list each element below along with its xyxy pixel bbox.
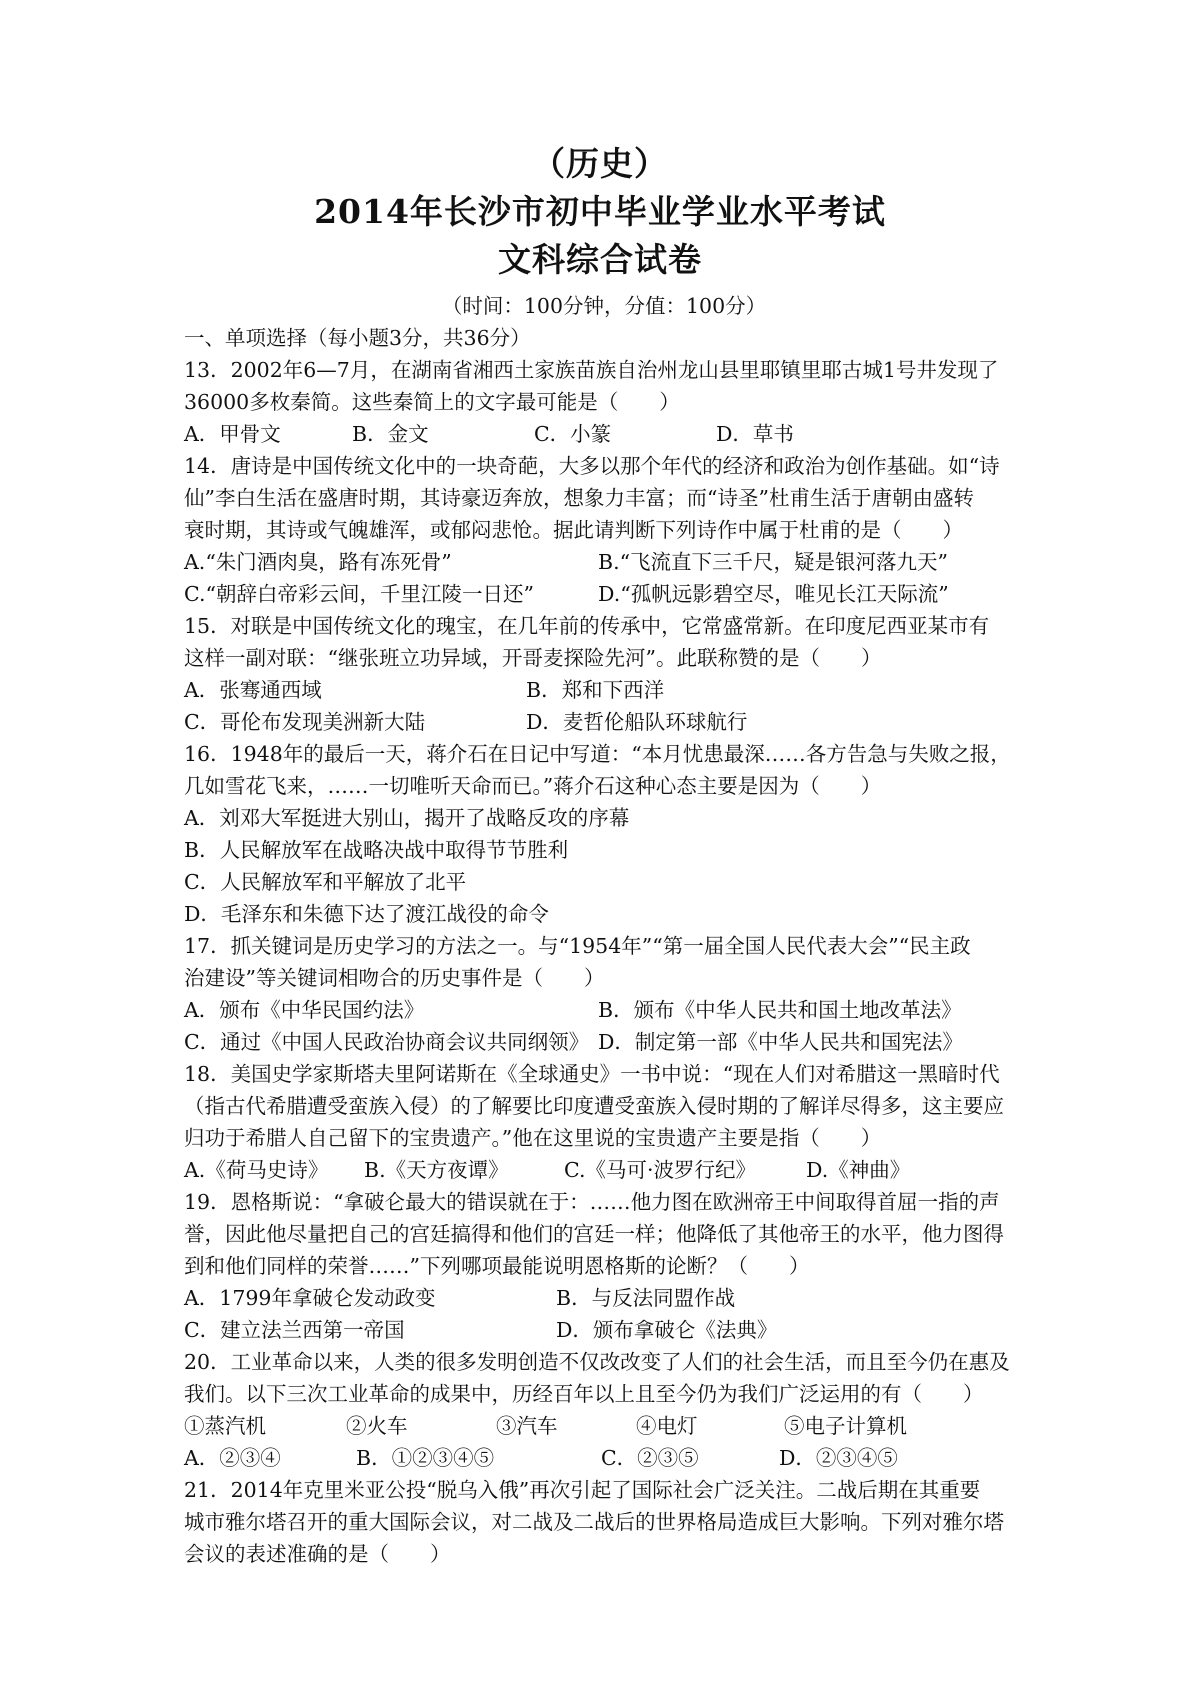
q17-stem-line-1: 17．抓关键词是历史学习的方法之一。与“1954年”“第一届全国人民代表大会”“民主政 [184, 934, 971, 958]
q19-options-row-2 [184, 1314, 1044, 1346]
q18-stem-line-3: 归功于希腊人自己留下的宝贵遗产。”他在这里说的宝贵遗产主要是指（ ） [184, 1126, 882, 1150]
exam-title: 2014年长沙市初中毕业学业水平考试 [314, 192, 886, 231]
q14-options-row-2 [184, 578, 1044, 610]
q14-stem-line-1: 14．唐诗是中国传统文化中的一块奇葩，大多以那个年代的经济和政治为创作基础。如“诗 [184, 454, 1000, 478]
q13-option-d: D．草书 [716, 422, 794, 446]
q15-option-a: A．张骞通西域 [184, 678, 322, 702]
q20-item-1: ①蒸汽机 [184, 1414, 266, 1438]
q15-option-b: B．郑和下西洋 [526, 678, 665, 702]
q21-stem-line-3: 会议的表述准确的是（ ） [184, 1542, 451, 1566]
q20-option-b: B．①②③④⑤ [356, 1446, 495, 1470]
q17-option-b: B．颁布《中华人民共和国土地改革法》 [598, 998, 962, 1022]
q13-option-b: B．金文 [352, 422, 429, 446]
q16-stem-line-1: 16．1948年的最后一天，蒋介石在日记中写道：“本月忧患最深……各方告急与失败之报， [184, 742, 1011, 766]
q13-option-a: A．甲骨文 [184, 422, 281, 446]
q18-stem-line-2: （指古代希腊遭受蛮族入侵）的了解要比印度遭受蛮族入侵时期的了解详尽得多，这主要应 [184, 1094, 1004, 1118]
q14-stem-line-2: 仙”李白生活在盛唐时期，其诗豪迈奔放，想象力丰富；而“诗圣”杜甫生活于唐朝由盛转 [184, 486, 974, 510]
q18-options [184, 1154, 1044, 1186]
q13-stem-line-2: 36000多枚秦简。这些秦简上的文字最可能是（ ） [184, 390, 680, 414]
q20-option-d: D．②③④⑤ [779, 1446, 898, 1470]
q15-options-row-1 [184, 674, 1044, 706]
q20-options [184, 1442, 1044, 1474]
q19-options-row-1 [184, 1282, 1044, 1314]
q19-stem-line-1: 19．恩格斯说：“拿破仑最大的错误就在于：……他力图在欧洲帝王中间取得首屈一指的声 [184, 1190, 1000, 1214]
q18-option-b: B.《天方夜谭》 [364, 1158, 509, 1182]
title-block [0, 140, 1200, 284]
section-heading: 一、单项选择（每小题3分，共36分） [184, 326, 531, 350]
q17-options-row-2 [184, 1026, 1044, 1058]
q14-stem-line-3: 衰时期，其诗或气魄雄浑，或郁闷悲怆。据此请判断下列诗作中属于杜甫的是（ ） [184, 518, 963, 542]
q16-stem-line-2: 几如雪花飞来，……一切唯听天命而已。”蒋介石这种心态主要是因为（ ） [184, 774, 882, 798]
q16-option-b: B．人民解放军在战略决战中取得节节胜利 [184, 838, 569, 862]
q13-option-c: C．小篆 [534, 422, 612, 446]
q13-options [184, 418, 1044, 450]
q19-option-d: D．颁布拿破仑《法典》 [556, 1318, 778, 1342]
q17-option-d: D．制定第一部《中华人民共和国宪法》 [598, 1030, 963, 1054]
exam-subtitle: 文科综合试卷 [498, 240, 702, 279]
q19-option-a: A．1799年拿破仑发动政变 [184, 1286, 436, 1310]
q18-option-d: D.《神曲》 [806, 1158, 911, 1182]
q17-option-a: A．颁布《中华民国约法》 [184, 998, 425, 1022]
q18-stem-line-1: 18．美国史学家斯塔夫里阿诺斯在《全球通史》一书中说：“现在人们对希腊这一黑暗时代 [184, 1062, 1000, 1086]
q16-option-a: A．刘邓大军挺进大别山，揭开了战略反攻的序幕 [184, 806, 630, 830]
q15-option-c: C．哥伦布发现美洲新大陆 [184, 710, 426, 734]
q16-option-d: D．毛泽东和朱德下达了渡江战役的命令 [184, 902, 549, 926]
q18-option-a: A.《荷马史诗》 [184, 1158, 329, 1182]
q17-option-c: C．通过《中国人民政治协商会议共同纲领》 [184, 1030, 590, 1054]
q14-option-a: A.“朱门酒肉臭，路有冻死骨” [184, 550, 452, 574]
q17-stem-line-2: 治建设”等关键词相吻合的历史事件是（ ） [184, 966, 605, 990]
exam-info: （时间：100分钟，分值：100分） [441, 294, 767, 318]
q20-items [184, 1410, 1044, 1442]
q14-option-c: C.“朝辞白帝彩云间，千里江陵一日还” [184, 582, 534, 606]
q13-stem-line-1: 13．2002年6—7月，在湖南省湘西土家族苗族自治州龙山县里耶镇里耶古城1号井发现了 [184, 358, 999, 382]
q19-option-c: C．建立法兰西第一帝国 [184, 1318, 405, 1342]
q20-stem-line-1: 20．工业革命以来，人类的很多发明创造不仅改改变了人们的社会生活，而且至今仍在惠及 [184, 1350, 1010, 1374]
q17-options-row-1 [184, 994, 1044, 1026]
q18-option-c: C.《马可·波罗行纪》 [564, 1158, 756, 1182]
q21-stem-line-1: 21．2014年克里米亚公投“脱乌入俄”再次引起了国际社会广泛关注。二战后期在其重要 [184, 1478, 981, 1502]
q20-option-a: A．②③④ [184, 1446, 281, 1470]
q15-option-d: D．麦哲伦船队环球航行 [526, 710, 748, 734]
q20-stem-line-2: 我们。以下三次工业革命的成果中，历经百年以上且至今仍为我们广泛运用的有（ ） [184, 1382, 984, 1406]
exam-content [184, 290, 1044, 1570]
q15-options-row-2 [184, 706, 1044, 738]
q20-item-4: ④电灯 [636, 1414, 698, 1438]
q19-stem-line-2: 誉，因此他尽量把自己的宫廷搞得和他们的宫廷一样；他降低了其他帝王的水平，他力图得 [184, 1222, 1004, 1246]
q20-item-3: ③汽车 [496, 1414, 558, 1438]
q20-item-5: ⑤电子计算机 [784, 1414, 907, 1438]
q15-stem-line-1: 15．对联是中国传统文化的瑰宝，在几年前的传承中，它常盛常新。在印度尼西亚某市有 [184, 614, 990, 638]
subject-heading: （历史） [532, 144, 668, 183]
q20-item-2: ②火车 [346, 1414, 408, 1438]
q19-stem-line-3: 到和他们同样的荣誉……”下列哪项最能说明恩格斯的论断？（ ） [184, 1254, 810, 1278]
q20-option-c: C．②③⑤ [601, 1446, 699, 1470]
q14-option-b: B.“飞流直下三千尺，疑是银河落九天” [598, 550, 949, 574]
q16-option-c: C．人民解放军和平解放了北平 [184, 870, 467, 894]
q15-stem-line-2: 这样一副对联：“继张班立功异域，开哥麦探险先河”。此联称赞的是（ ） [184, 646, 882, 670]
q14-options-row-1 [184, 546, 1044, 578]
q14-option-d: D.“孤帆远影碧空尽，唯见长江天际流” [598, 582, 949, 606]
q21-stem-line-2: 城市雅尔塔召开的重大国际会议，对二战及二战后的世界格局造成巨大影响。下列对雅尔塔 [184, 1510, 1004, 1534]
q19-option-b: B．与反法同盟作战 [556, 1286, 736, 1310]
